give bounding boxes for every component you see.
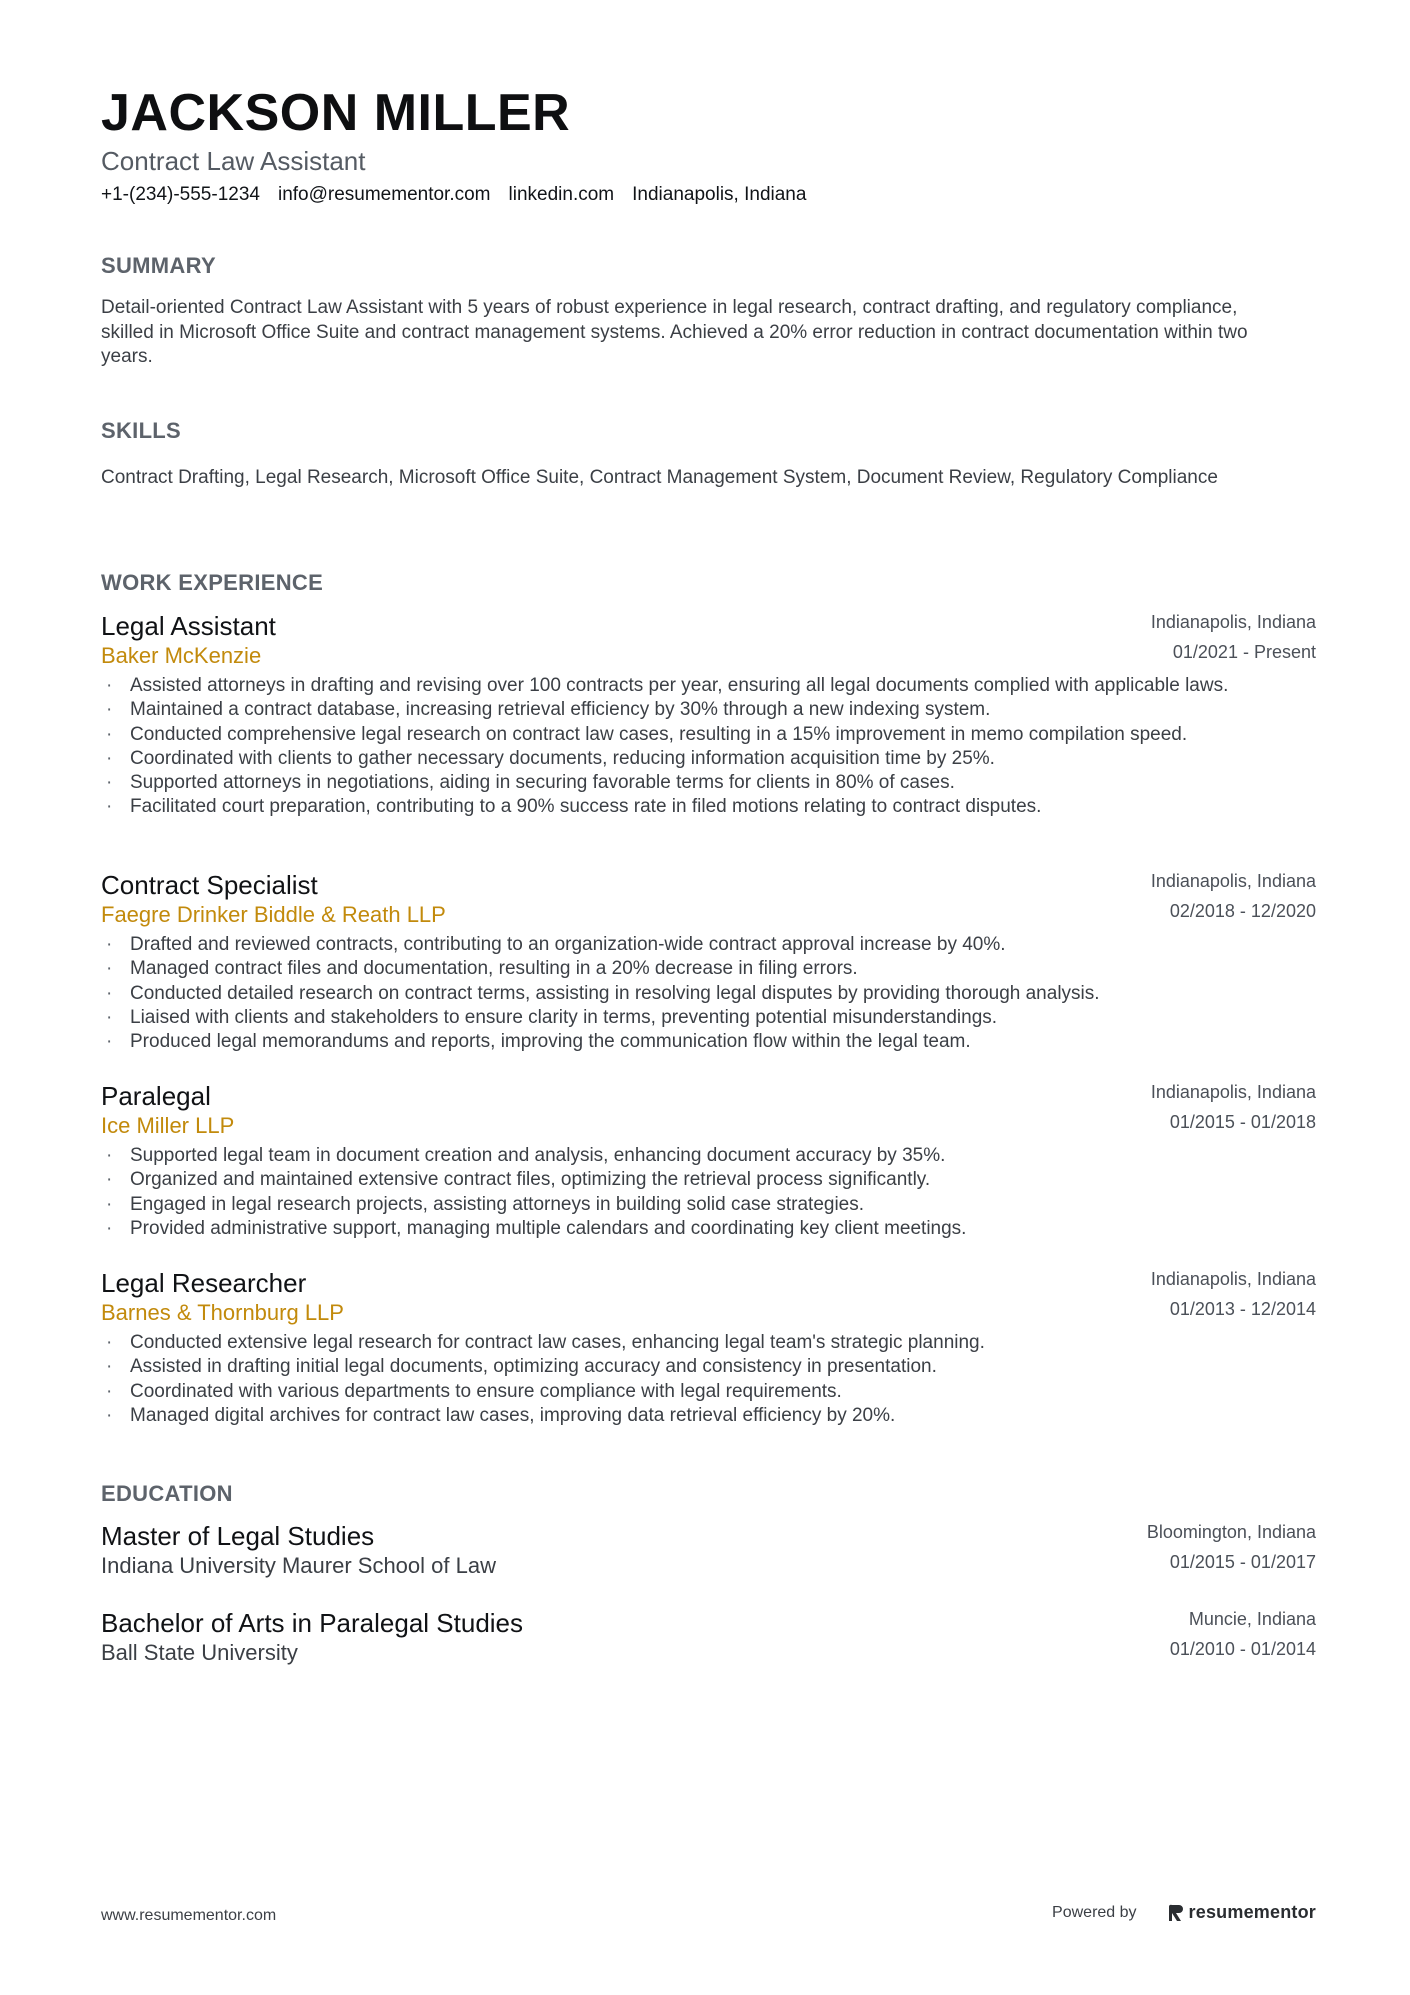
skills-heading: SKILLS bbox=[101, 418, 182, 443]
job-location: Indianapolis, Indiana bbox=[1150, 1082, 1316, 1102]
brand-name: resumementor bbox=[1188, 1902, 1316, 1922]
job-bullet: · Provided administrative support, managing multiple calendars and coordinating key client meetings. bbox=[101, 1217, 1316, 1241]
job-location: Indianapolis, Indiana bbox=[1150, 612, 1316, 632]
job-bullet: · Supported attorneys in negotiations, aiding in securing favorable terms for clients in 80% of cases. bbox=[101, 771, 1316, 795]
job-bullet: · Engaged in legal research projects, assisting attorneys in building solid case strategies. bbox=[101, 1193, 1316, 1217]
job-bullet: · Coordinated with various departments to ensure compliance with legal requirements. bbox=[101, 1380, 1316, 1404]
work-experience-heading: WORK EXPERIENCE bbox=[101, 570, 324, 595]
skills-text: Contract Drafting, Legal Research, Microsoft Office Suite, Contract Management System, Document Review, Regulatory Compliance bbox=[101, 467, 1218, 488]
job-bullet: · Organized and maintained extensive contract files, optimizing the retrieval process significantly. bbox=[101, 1168, 1316, 1192]
contact-email: info@resumementor.com bbox=[277, 184, 491, 205]
job-role: Contract Specialist bbox=[101, 870, 318, 900]
job-dates: 02/2018 - 12/2020 bbox=[1169, 901, 1316, 921]
job-bullets bbox=[101, 674, 1316, 820]
job-bullets bbox=[101, 933, 1316, 1054]
education-dates: 01/2015 - 01/2017 bbox=[1169, 1552, 1316, 1572]
job-bullet: · Drafted and reviewed contracts, contributing to an organization-wide contract approval increase by 40%. bbox=[101, 933, 1316, 957]
job-role: Paralegal bbox=[101, 1081, 211, 1111]
education-school: Ball State University bbox=[101, 1640, 298, 1665]
job-bullet: · Maintained a contract database, increasing retrieval efficiency by 30% through a new indexing system. bbox=[101, 698, 1316, 722]
candidate-headline: Contract Law Assistant bbox=[101, 146, 366, 176]
education-location: Bloomington, Indiana bbox=[1146, 1522, 1316, 1542]
job-bullet: · Assisted attorneys in drafting and revising over 100 contracts per year, ensuring all legal documents complied with applicable laws. bbox=[101, 674, 1316, 698]
job-bullet: · Conducted comprehensive legal research on contract law cases, resulting in a 15% improvement in memo compilation speed. bbox=[101, 723, 1316, 747]
education-location: Muncie, Indiana bbox=[1188, 1609, 1316, 1629]
education-degree: Bachelor of Arts in Paralegal Studies bbox=[101, 1608, 524, 1638]
job-bullets bbox=[101, 1331, 1316, 1428]
resume-page bbox=[101, 0, 1316, 1995]
job-location: Indianapolis, Indiana bbox=[1150, 871, 1316, 891]
job-dates: 01/2021 - Present bbox=[1172, 642, 1316, 662]
job-dates: 01/2013 - 12/2014 bbox=[1169, 1299, 1316, 1319]
powered-by-label: Powered by bbox=[1052, 1903, 1137, 1921]
education-school: Indiana University Maurer School of Law bbox=[101, 1553, 496, 1578]
job-company: Baker McKenzie bbox=[101, 643, 262, 668]
job-location: Indianapolis, Indiana bbox=[1150, 1269, 1316, 1289]
job-bullet: · Managed contract files and documentation, resulting in a 20% decrease in filing errors. bbox=[101, 957, 1316, 981]
job-company: Faegre Drinker Biddle & Reath LLP bbox=[101, 902, 446, 927]
job-bullet: · Managed digital archives for contract law cases, improving data retrieval efficiency by 20%. bbox=[101, 1404, 1316, 1428]
education-heading: EDUCATION bbox=[101, 1481, 233, 1506]
job-company: Barnes & Thornburg LLP bbox=[101, 1300, 344, 1325]
summary-text: Detail-oriented Contract Law Assistant with 5 years of robust experience in legal research, contract drafting, and regulatory compliance, skilled in Microsoft Office Suite and contract management systems. Achieved a 20% error reduction in contract documentation within two years. bbox=[101, 297, 1248, 367]
job-dates: 01/2015 - 01/2018 bbox=[1169, 1112, 1316, 1132]
job-bullets bbox=[101, 1144, 1316, 1241]
job-role: Legal Researcher bbox=[101, 1268, 307, 1298]
job-bullet: · Produced legal memorandums and reports, improving the communication flow within the legal team. bbox=[101, 1030, 1316, 1054]
contact-location: Indianapolis, Indiana bbox=[632, 184, 807, 205]
resumementor-logo-icon bbox=[1169, 1903, 1185, 1923]
contact-linkedin: linkedin.com bbox=[508, 184, 615, 205]
contact-line bbox=[101, 182, 806, 208]
education-degree: Master of Legal Studies bbox=[101, 1521, 375, 1551]
job-role: Legal Assistant bbox=[101, 611, 276, 641]
job-bullet: · Facilitated court preparation, contributing to a 90% success rate in filed motions relating to contract disputes. bbox=[101, 795, 1316, 819]
footer-website-link[interactable]: www.resumementor.com bbox=[101, 1907, 277, 1924]
job-bullet: · Coordinated with clients to gather necessary documents, reducing information acquisition time by 25%. bbox=[101, 747, 1316, 771]
summary-heading: SUMMARY bbox=[101, 253, 216, 278]
brand-logo[interactable] bbox=[1169, 1902, 1316, 1923]
candidate-name: JACKSON MILLER bbox=[101, 84, 571, 142]
job-bullet: · Conducted detailed research on contract terms, assisting in resolving legal disputes by providing thorough analysis. bbox=[101, 982, 1316, 1006]
education-dates: 01/2010 - 01/2014 bbox=[1169, 1639, 1316, 1659]
job-bullet: · Supported legal team in document creation and analysis, enhancing document accuracy by 35%. bbox=[101, 1144, 1316, 1168]
job-bullet: · Assisted in drafting initial legal documents, optimizing accuracy and consistency in presentation. bbox=[101, 1355, 1316, 1379]
job-bullet: · Conducted extensive legal research for contract law cases, enhancing legal team's strategic planning. bbox=[101, 1331, 1316, 1355]
job-bullet: · Liaised with clients and stakeholders to ensure clarity in terms, preventing potential misunderstandings. bbox=[101, 1006, 1316, 1030]
contact-phone: +1-(234)-555-1234 bbox=[101, 184, 260, 205]
footer-brand bbox=[1052, 1902, 1316, 1923]
job-company: Ice Miller LLP bbox=[101, 1113, 235, 1138]
